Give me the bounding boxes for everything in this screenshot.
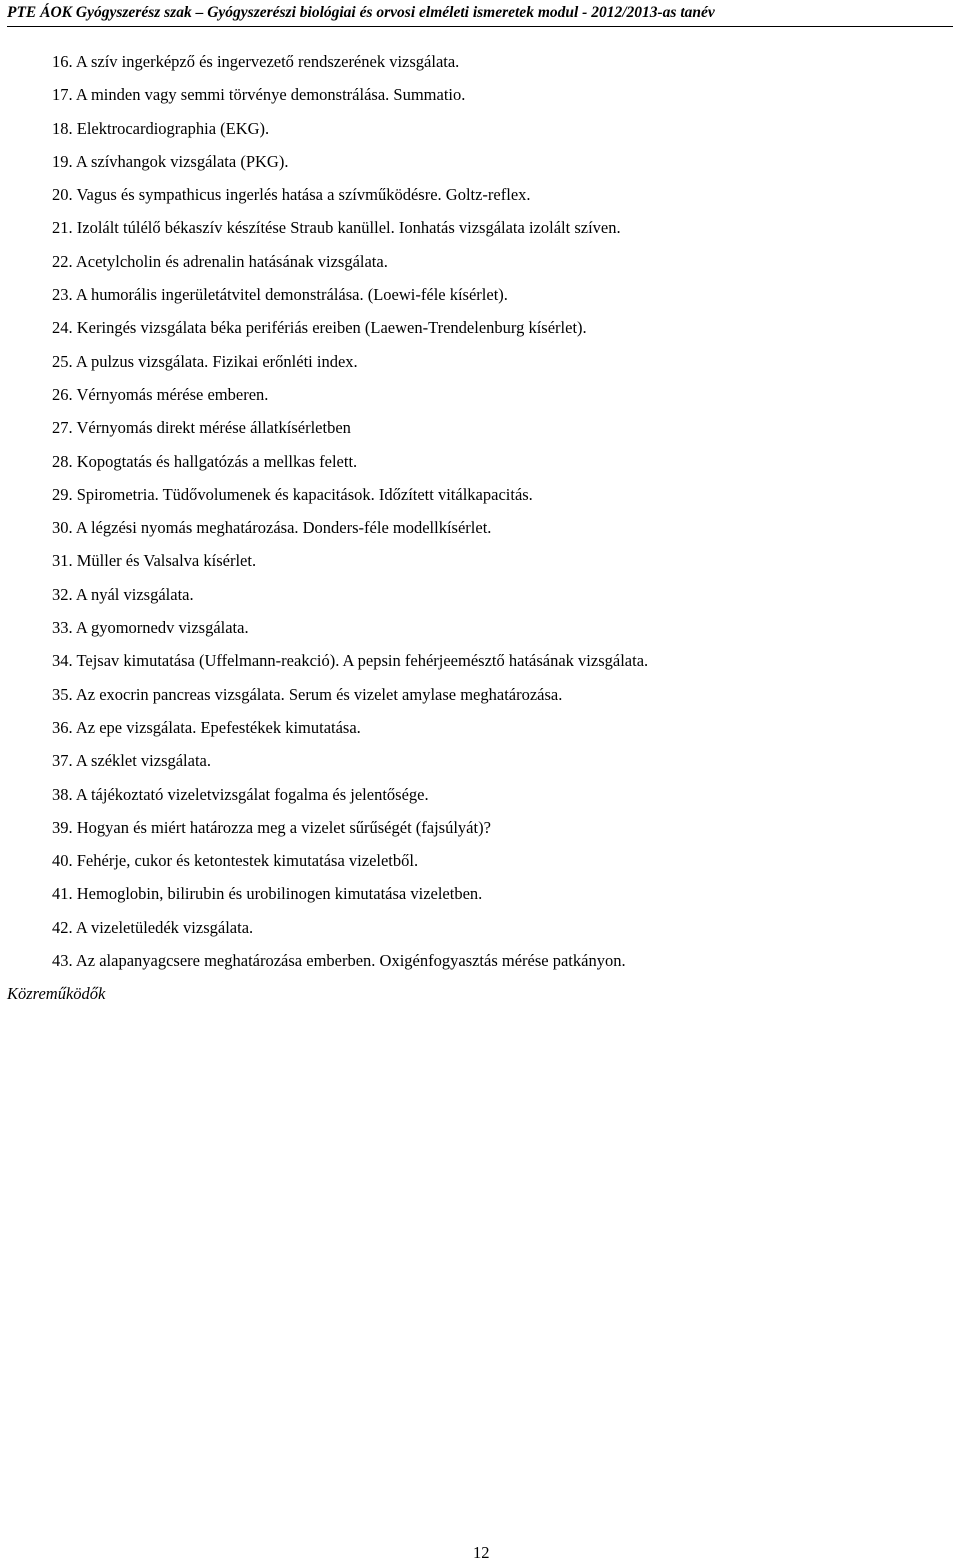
item-number: 16. [52,52,73,71]
item-text: Kopogtatás és hallgatózás a mellkas felett. [76,451,358,471]
item-number: 23. [52,285,73,305]
item-text: Vagus és sympathicus ingerlés hatása a szívműködésre. Goltz-reflex. [76,185,531,205]
item-text: A nyál vizsgálata. [75,584,194,604]
list-item [52,251,648,284]
item-text: Vérnyomás mérése emberen. [76,384,269,404]
item-text: A légzési nyomás meghatározása. Donders-féle modellkísérlet. [75,518,492,538]
list-item [52,517,648,550]
item-text: A gyomornedv vizsgálata. [75,618,249,638]
item-number: 37. [52,751,73,771]
item-text: Vérnyomás direkt mérése állatkísérletben [76,418,351,438]
list-item [52,684,648,717]
item-text: A humorális ingerületátvitel demonstrálása. (Loewi-féle kísérlet). [75,285,508,305]
item-text: A széklet vizsgálata. [75,751,212,771]
item-number: 30. [52,518,73,538]
item-number: 22. [52,251,73,271]
item-number: 36. [52,717,73,737]
list-item [52,84,648,117]
item-text: Izolált túlélő békaszív készítése Straub kanüllel. Ionhatás vizsgálata izolált szíven. [76,218,621,238]
item-text: Keringés vizsgálata béka perifériás ereiben (Laewen-Trendelenburg kísérlet). [76,318,587,338]
item-number: 40. [52,851,73,871]
item-number: 32. [52,584,73,604]
list-item [52,451,648,484]
item-text: Tejsav kimutatása (Uffelmann-reakció). A pepsin fehérjeemésztő hatásának vizsgálata. [76,651,649,671]
page-header [7,2,953,27]
item-text: Elektrocardiographia (EKG). [76,118,270,138]
list-item [52,750,648,783]
item-number: 31. [52,551,73,571]
item-text: A tájékoztató vizeletvizsgálat fogalma és jelentősége. [75,784,429,804]
list-item [52,850,648,883]
item-number: 28. [52,451,73,471]
item-text: Az alapanyagcsere meghatározása emberben. Oxigénfogyasztás mérése patkányon. [75,951,626,971]
topic-list [52,51,648,983]
list-item [52,817,648,850]
item-number: 43. [52,951,73,971]
list-item [52,883,648,916]
item-number: 21. [52,218,73,238]
list-item [52,417,648,450]
list-item [52,184,648,217]
item-text: A szívhangok vizsgálata (PKG). [75,151,289,171]
list-item [52,917,648,950]
list-item [52,617,648,650]
list-item [52,284,648,317]
list-item [52,717,648,750]
list-item [52,584,648,617]
list-item [52,950,648,983]
contributors-heading: Közreműködők [7,984,106,1003]
item-text: A szív ingerképző és ingervezető rendszerének vizsgálata. [75,52,460,71]
list-item [52,484,648,517]
item-text: A pulzus vizsgálata. Fizikai erőnléti index. [75,351,358,371]
item-number: 20. [52,185,73,205]
item-text: A vizeletüledék vizsgálata. [75,917,254,937]
page-header-title: PTE ÁOK Gyógyszerész szak – Gyógyszerészi biológiai és orvosi elméleti ismeretek modul - 2012/2013-as tanév [7,4,715,21]
item-text: Hogyan és miért határozza meg a vizelet sűrűségét (fajsúlyát)? [76,817,491,837]
list-item [52,51,648,84]
item-number: 24. [52,318,73,338]
list-item [52,550,648,583]
item-number: 25. [52,351,73,371]
page-number: 12 [473,1543,490,1562]
item-number: 39. [52,817,73,837]
list-item [52,151,648,184]
item-number: 42. [52,917,73,937]
item-number: 29. [52,484,73,504]
item-text: Fehérje, cukor és ketontestek kimutatása vizeletből. [76,851,419,871]
item-text: Az epe vizsgálata. Epefestékek kimutatása. [75,717,361,737]
item-number: 33. [52,618,73,638]
item-text: Az exocrin pancreas vizsgálata. Serum és vizelet amylase meghatározása. [75,684,563,704]
list-item [52,217,648,250]
list-item [52,650,648,683]
item-number: 38. [52,784,73,804]
list-item [52,384,648,417]
item-text: Spirometria. Tüdővolumenek és kapacitások. Időzített vitálkapacitás. [76,484,533,504]
item-number: 18. [52,118,73,138]
item-number: 19. [52,151,73,171]
item-text: Hemoglobin, bilirubin és urobilinogen kimutatása vizeletben. [76,884,483,904]
list-item [52,784,648,817]
item-number: 41. [52,884,73,904]
item-number: 17. [52,85,73,105]
list-item [52,351,648,384]
item-number: 35. [52,684,73,704]
item-number: 34. [52,651,73,671]
item-text: Müller és Valsalva kísérlet. [76,551,257,571]
item-text: Acetylcholin és adrenalin hatásának vizsgálata. [75,251,388,271]
item-number: 27. [52,418,73,438]
item-text: A minden vagy semmi törvénye demonstrálása. Summatio. [75,85,466,105]
list-item [52,118,648,151]
item-number: 26. [52,384,73,404]
list-item [52,317,648,350]
